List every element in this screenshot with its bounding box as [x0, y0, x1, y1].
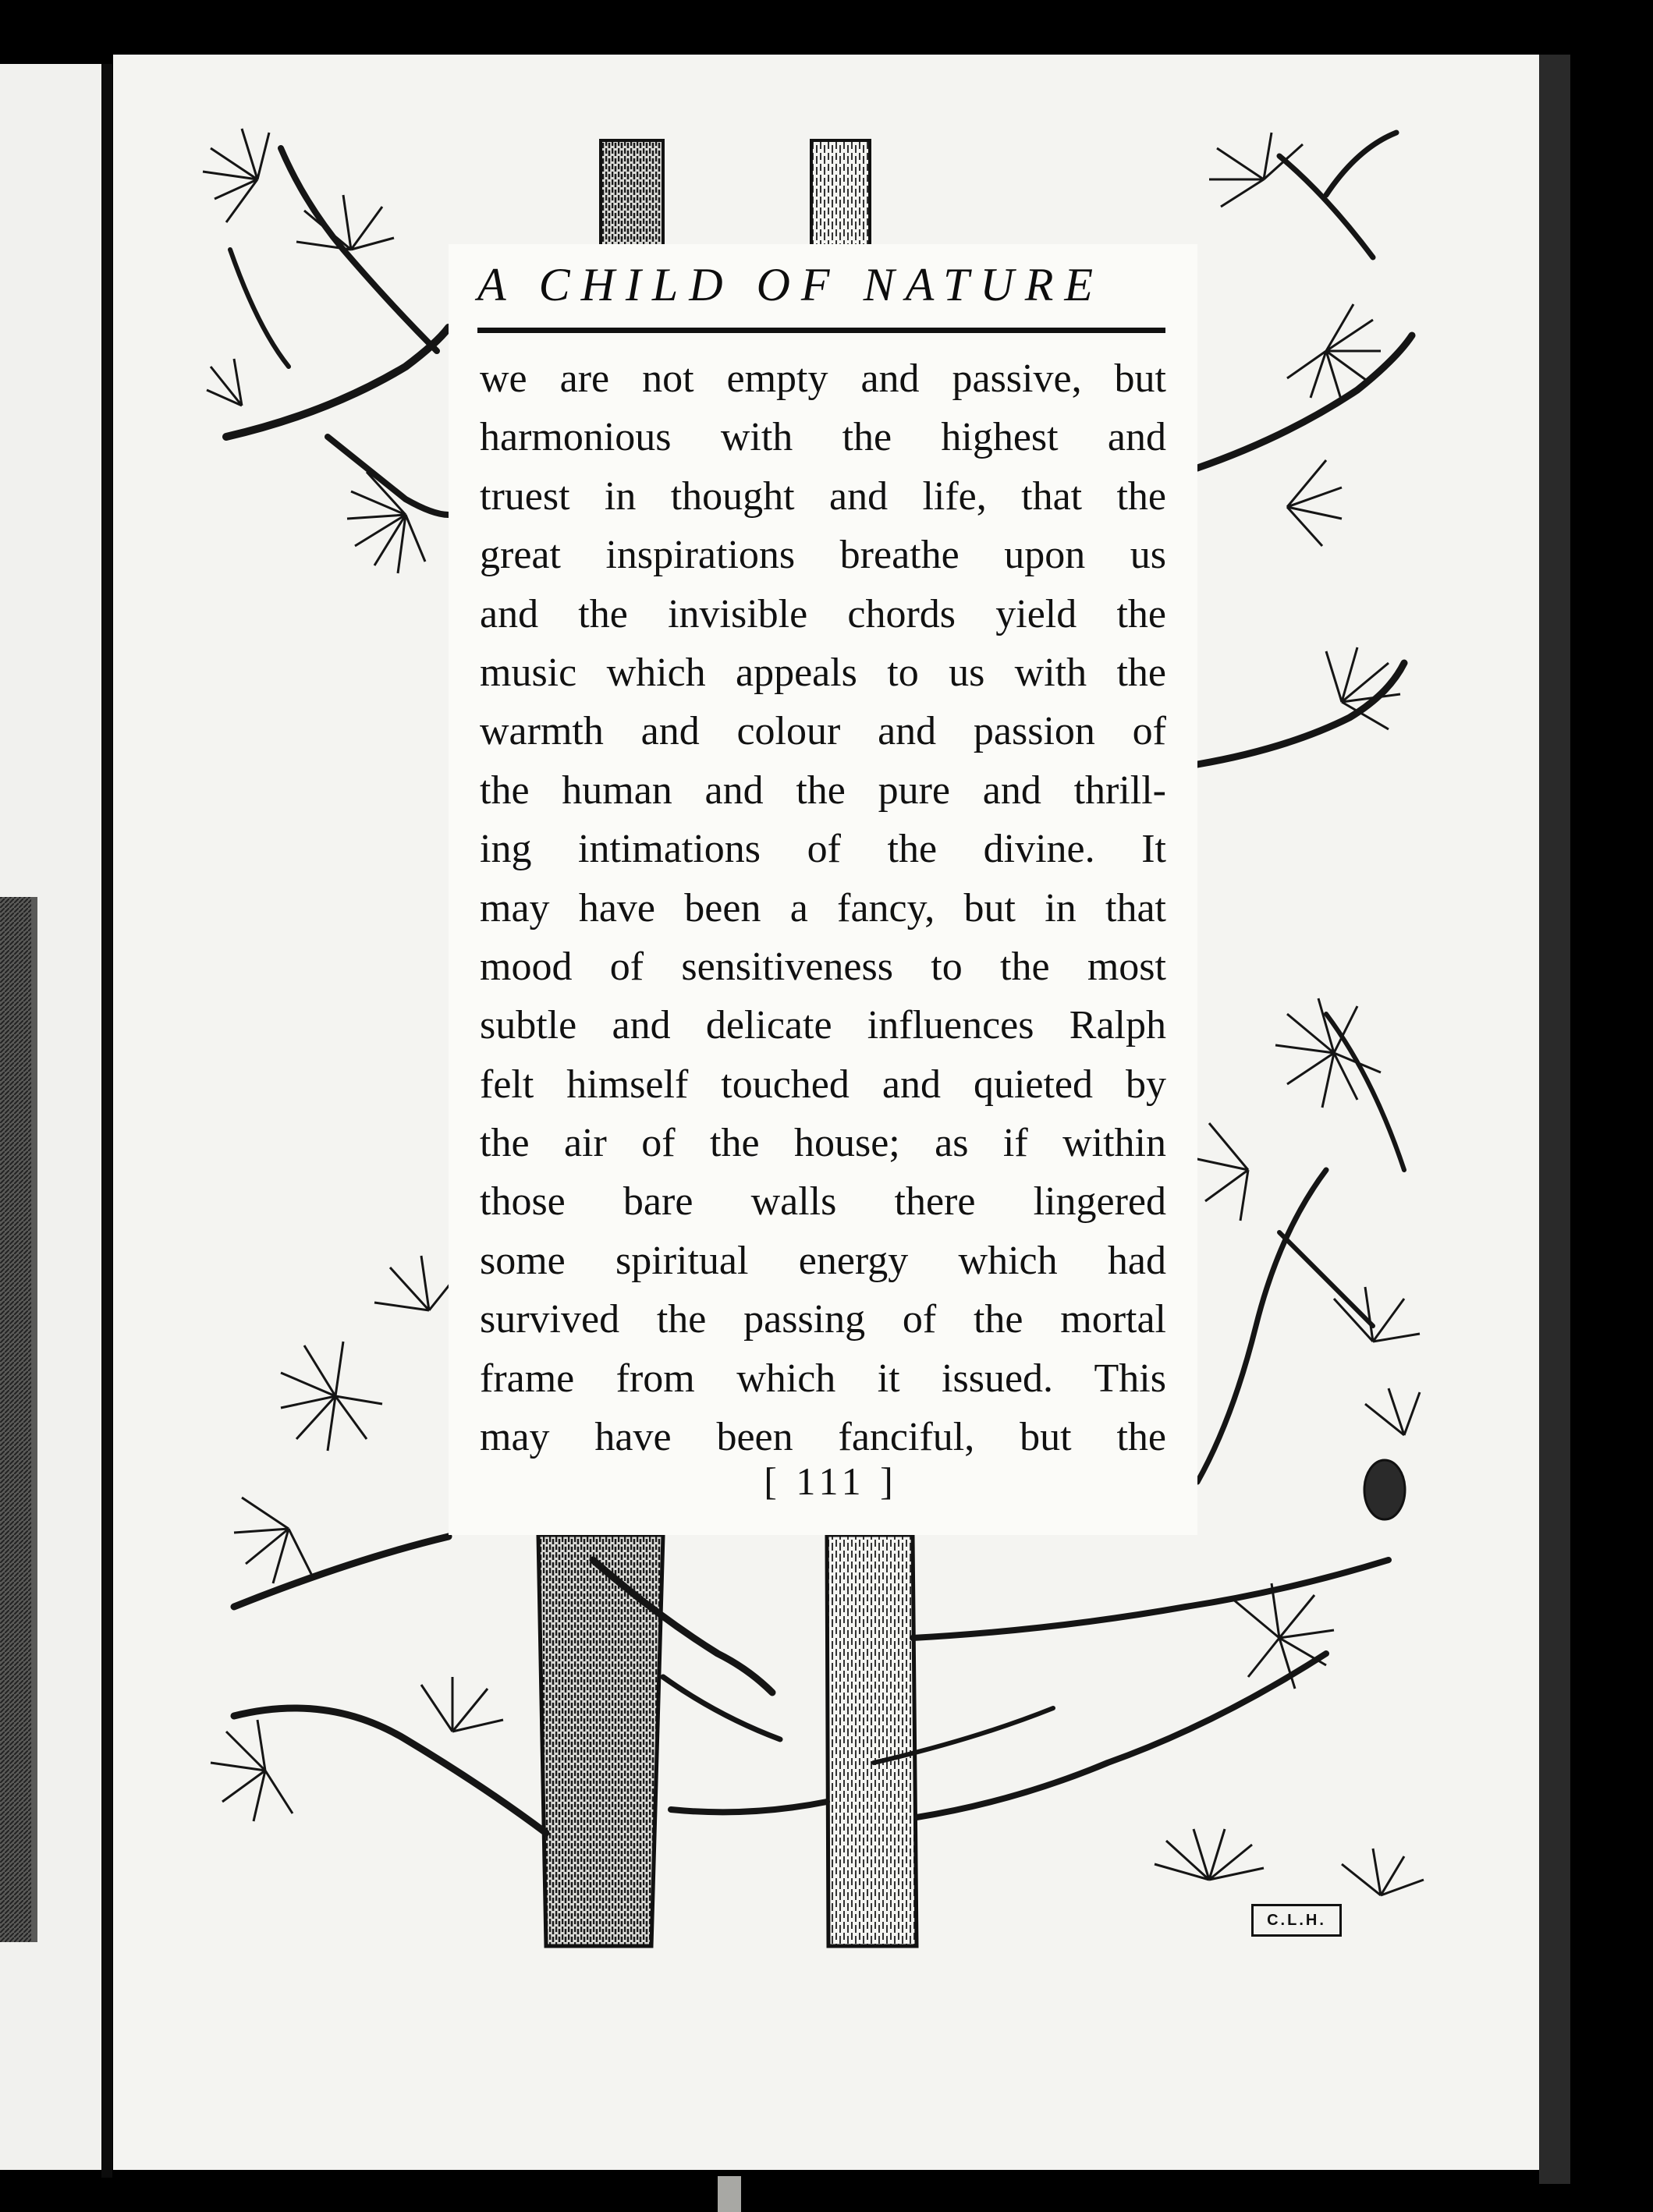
text-line: mood of sensitiveness to the most — [480, 944, 1166, 989]
text-line: warmth and colour and passion of — [480, 709, 1166, 754]
body-text — [480, 349, 1166, 1466]
text-line: the air of the house; as if within — [480, 1121, 1166, 1166]
text-line: the human and the pure and thrill- — [480, 767, 1166, 813]
header-rule — [477, 328, 1165, 333]
text-line: and the invisible chords yield the — [480, 591, 1166, 636]
artist-monogram: C.L.H. — [1251, 1904, 1342, 1937]
text-line: survived the passing of the mortal — [480, 1297, 1166, 1342]
text-line: frame from which it issued. This — [480, 1356, 1166, 1401]
running-head: A CHILD OF NATURE — [477, 259, 1105, 310]
text-line: truest in thought and life, that the — [480, 473, 1166, 519]
text-line: may have been fanciful, but the — [480, 1415, 1166, 1460]
text-line: felt himself touched and quieted by — [480, 1062, 1166, 1107]
text-line: may have been a fancy, but in that — [480, 885, 1166, 931]
text-line: some spiritual energy which had — [480, 1238, 1166, 1283]
text-line: music which appeals to us with the — [480, 650, 1166, 695]
page-number: [ 111 ] — [764, 1459, 898, 1503]
text-line: great inspirations breathe upon us — [480, 533, 1166, 578]
text-line: harmonious with the highest and — [480, 415, 1166, 460]
text-line: those bare walls there lingered — [480, 1179, 1166, 1225]
text-line: we are not empty and passive, but — [480, 356, 1166, 401]
text-line: subtle and delicate influences Ralph — [480, 1003, 1166, 1048]
text-line: ing intimations of the divine. It — [480, 827, 1166, 872]
